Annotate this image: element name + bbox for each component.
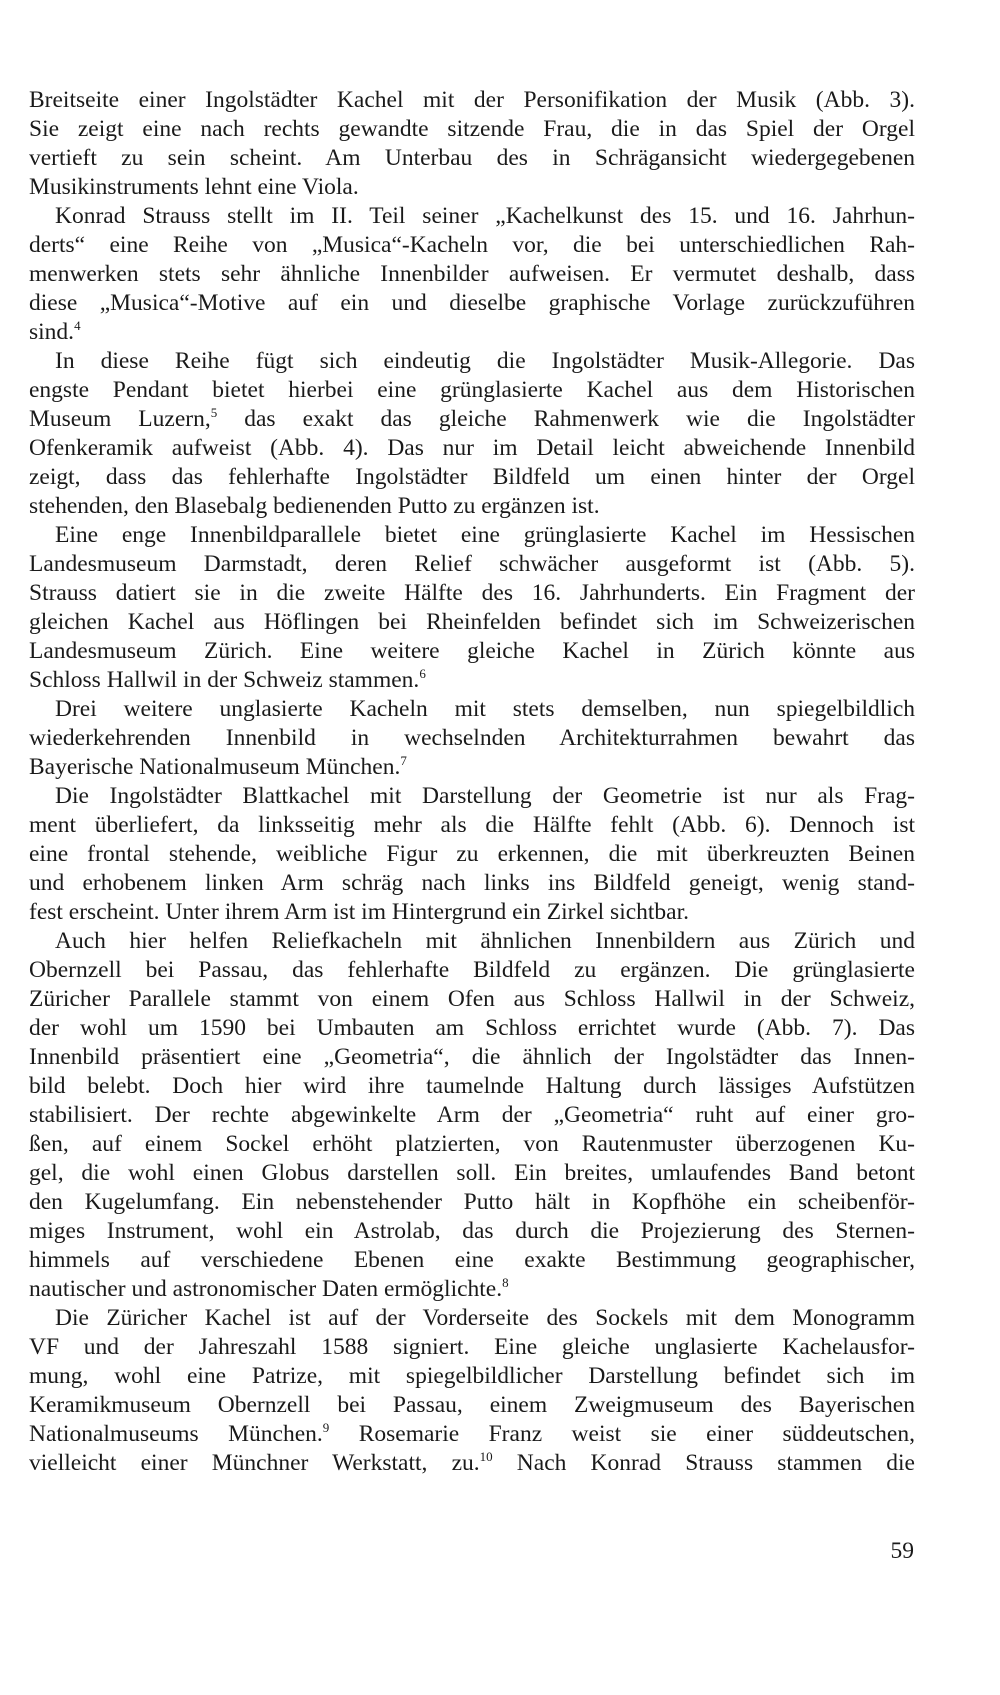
line-text: Drei weitere unglasierte Kacheln mit stets demselben, nun spiegelbildlich — [55, 696, 915, 722]
text-line — [29, 521, 915, 550]
text-line — [29, 724, 915, 753]
line-text: Auch hier helfen Reliefkacheln mit ähnlichen Innenbildern aus Zürich und — [55, 928, 915, 954]
text-line — [29, 666, 915, 695]
footnote-reference: 7 — [400, 753, 407, 768]
text-line — [29, 1246, 915, 1275]
text-line — [29, 289, 915, 318]
text-line — [29, 608, 915, 637]
text-line — [29, 231, 915, 260]
text-line — [29, 782, 915, 811]
text-line — [29, 376, 915, 405]
text-line — [29, 753, 915, 782]
text-line — [29, 840, 915, 869]
text-line — [29, 550, 915, 579]
line-text: menwerken stets sehr ähnliche Innenbilder aufweisen. Er vermutet deshalb, dass — [29, 261, 915, 287]
text-line — [29, 1130, 915, 1159]
text-line — [29, 579, 915, 608]
text-line — [29, 1188, 915, 1217]
text-line — [29, 1217, 915, 1246]
line-text: gleichen Kachel aus Höflingen bei Rheinfelden befindet sich im Schweizerischen — [29, 609, 915, 635]
line-text: stehenden, den Blasebalg bedienenden Putto zu ergänzen ist. — [29, 493, 600, 519]
text-line — [29, 347, 915, 376]
footnote-reference: 10 — [479, 1449, 493, 1464]
text-line — [29, 1333, 915, 1362]
line-text: sind. — [29, 319, 75, 345]
text-line — [29, 115, 915, 144]
line-text: engste Pendant bietet hierbei eine grünglasierte Kachel aus dem Historischen — [29, 377, 915, 403]
text-line — [29, 1362, 915, 1391]
line-text: stabilisiert. Der rechte abgewinkelte Arm der „Geometria“ ruht auf einer gro- — [29, 1102, 915, 1128]
text-line — [29, 144, 915, 173]
line-text: Breitseite einer Ingolstädter Kachel mit der Personifikation der Musik (Abb. 3). — [29, 87, 915, 113]
text-line — [29, 1072, 915, 1101]
line-text: Schloss Hallwil in der Schweiz stammen. — [29, 667, 420, 693]
text-line — [29, 811, 915, 840]
line-text: Die Ingolstädter Blattkachel mit Darstellung der Geometrie ist nur als Frag- — [55, 783, 915, 809]
body-text — [29, 86, 915, 1478]
line-text: mung, wohl eine Patrize, mit spiegelbildlicher Darstellung befindet sich im — [29, 1363, 915, 1389]
text-line — [29, 173, 915, 202]
line-text: Nationalmuseums München. — [29, 1421, 323, 1447]
text-line — [29, 202, 915, 231]
line-text: Landesmuseum Darmstadt, deren Relief schwächer ausgeformt ist (Abb. 5). — [29, 551, 915, 577]
line-text: bild belebt. Doch hier wird ihre taumelnde Haltung durch lässiges Aufstützen — [29, 1073, 915, 1099]
line-text: miges Instrument, wohl ein Astrolab, das durch die Projezierung des Sternen- — [29, 1218, 915, 1244]
line-text: eine frontal stehende, weibliche Figur zu erkennen, die mit überkreuzten Beinen — [29, 841, 915, 867]
line-text: diese „Musica“-Motive auf ein und dieselbe graphische Vorlage zurückzuführen — [29, 290, 915, 316]
text-line — [29, 985, 915, 1014]
text-line — [29, 1101, 915, 1130]
footnote-reference: 4 — [74, 318, 81, 333]
text-line — [29, 956, 915, 985]
line-text: vertieft zu sein scheint. Am Unterbau des in Schrägansicht wiedergegebenen — [29, 145, 915, 171]
line-text: gel, die wohl einen Globus darstellen soll. Ein breites, umlaufendes Band betont — [29, 1160, 915, 1186]
line-text: Musikinstruments lehnt eine Viola. — [29, 174, 359, 200]
line-text: Keramikmuseum Obernzell bei Passau, einem Zweigmuseum des Bayerischen — [29, 1392, 915, 1418]
line-text: Obernzell bei Passau, das fehlerhafte Bildfeld zu ergänzen. Die grünglasierte — [29, 957, 915, 983]
line-text: Innenbild präsentiert eine „Geometria“, die ähnlich der Ingolstädter das Innen- — [29, 1044, 915, 1070]
text-line — [29, 1275, 915, 1304]
text-line — [29, 492, 915, 521]
page-number: 59 — [890, 1538, 914, 1564]
line-text: Museum Luzern, — [29, 406, 211, 432]
line-text: der wohl um 1590 bei Umbauten am Schloss errichtet wurde (Abb. 7). Das — [29, 1015, 915, 1041]
text-line — [29, 1449, 915, 1478]
line-text: Strauss datiert sie in die zweite Hälfte des 16. Jahrhunderts. Ein Fragment der — [29, 580, 915, 606]
text-line — [29, 260, 915, 289]
text-line — [29, 898, 915, 927]
line-text: wiederkehrenden Innenbild in wechselnden Architekturrahmen bewahrt das — [29, 725, 915, 751]
text-line — [29, 1420, 915, 1449]
text-line — [29, 1159, 915, 1188]
line-text-continued: das exakt das gleiche Rahmenwerk wie die Ingolstädter — [217, 406, 915, 432]
line-text: ment überliefert, da linksseitig mehr als die Hälfte fehlt (Abb. 6). Dennoch ist — [29, 812, 915, 838]
line-text: nautischer und astronomischer Daten ermöglichte. — [29, 1276, 503, 1302]
line-text: Bayerische Nationalmuseum München. — [29, 754, 401, 780]
text-line — [29, 1391, 915, 1420]
line-text: und erhobenem linken Arm schräg nach links ins Bildfeld geneigt, wenig stand- — [29, 870, 915, 896]
line-text: VF und der Jahreszahl 1588 signiert. Eine gleiche unglasierte Kachelausfor- — [29, 1334, 915, 1360]
text-line — [29, 637, 915, 666]
line-text-continued: Nach Konrad Strauss stammen die — [492, 1450, 915, 1476]
footnote-reference: 5 — [210, 405, 218, 420]
text-line — [29, 86, 915, 115]
line-text: Ofenkeramik aufweist (Abb. 4). Das nur im Detail leicht abweichende Innenbild — [29, 435, 915, 461]
line-text: Landesmuseum Zürich. Eine weitere gleiche Kachel in Zürich könnte aus — [29, 638, 915, 664]
text-line — [29, 318, 915, 347]
text-line — [29, 869, 915, 898]
line-text: Züricher Parallele stammt von einem Ofen aus Schloss Hallwil in der Schweiz, — [29, 986, 915, 1012]
footnote-reference: 8 — [502, 1275, 509, 1290]
text-line — [29, 1043, 915, 1072]
text-line — [29, 1304, 915, 1333]
text-line — [29, 405, 915, 434]
text-line — [29, 695, 915, 724]
text-line — [29, 1014, 915, 1043]
line-text: vielleicht einer Münchner Werkstatt, zu. — [29, 1450, 480, 1476]
line-text: fest erscheint. Unter ihrem Arm ist im Hintergrund ein Zirkel sichtbar. — [29, 899, 690, 925]
text-line — [29, 463, 915, 492]
text-line — [29, 434, 915, 463]
line-text: derts“ eine Reihe von „Musica“-Kacheln vor, die bei unterschiedlichen Rah- — [29, 232, 915, 258]
line-text: Die Züricher Kachel ist auf der Vorderseite des Sockels mit dem Monogramm — [55, 1305, 915, 1331]
footnote-reference: 6 — [419, 666, 426, 681]
line-text: ßen, auf einem Sockel erhöht platzierten, von Rautenmuster überzogenen Ku- — [29, 1131, 915, 1157]
line-text: In diese Reihe fügt sich eindeutig die Ingolstädter Musik-Allegorie. Das — [55, 348, 915, 374]
footnote-reference: 9 — [322, 1420, 330, 1435]
text-line — [29, 927, 915, 956]
line-text: Eine enge Innenbildparallele bietet eine grünglasierte Kachel im Hessischen — [55, 522, 915, 548]
line-text: Konrad Strauss stellt im II. Teil seiner „Kachelkunst des 15. und 16. Jahrhun- — [55, 203, 915, 229]
line-text-continued: Rosemarie Franz weist sie einer süddeutschen, — [329, 1421, 915, 1447]
line-text: Sie zeigt eine nach rechts gewandte sitzende Frau, die in das Spiel der Orgel — [29, 116, 915, 142]
line-text: den Kugelumfang. Ein nebenstehender Putto hält in Kopfhöhe ein scheibenför- — [29, 1189, 915, 1215]
line-text: himmels auf verschiedene Ebenen eine exakte Bestimmung geographischer, — [29, 1247, 915, 1273]
line-text: zeigt, dass das fehlerhafte Ingolstädter Bildfeld um einen hinter der Orgel — [29, 464, 915, 490]
